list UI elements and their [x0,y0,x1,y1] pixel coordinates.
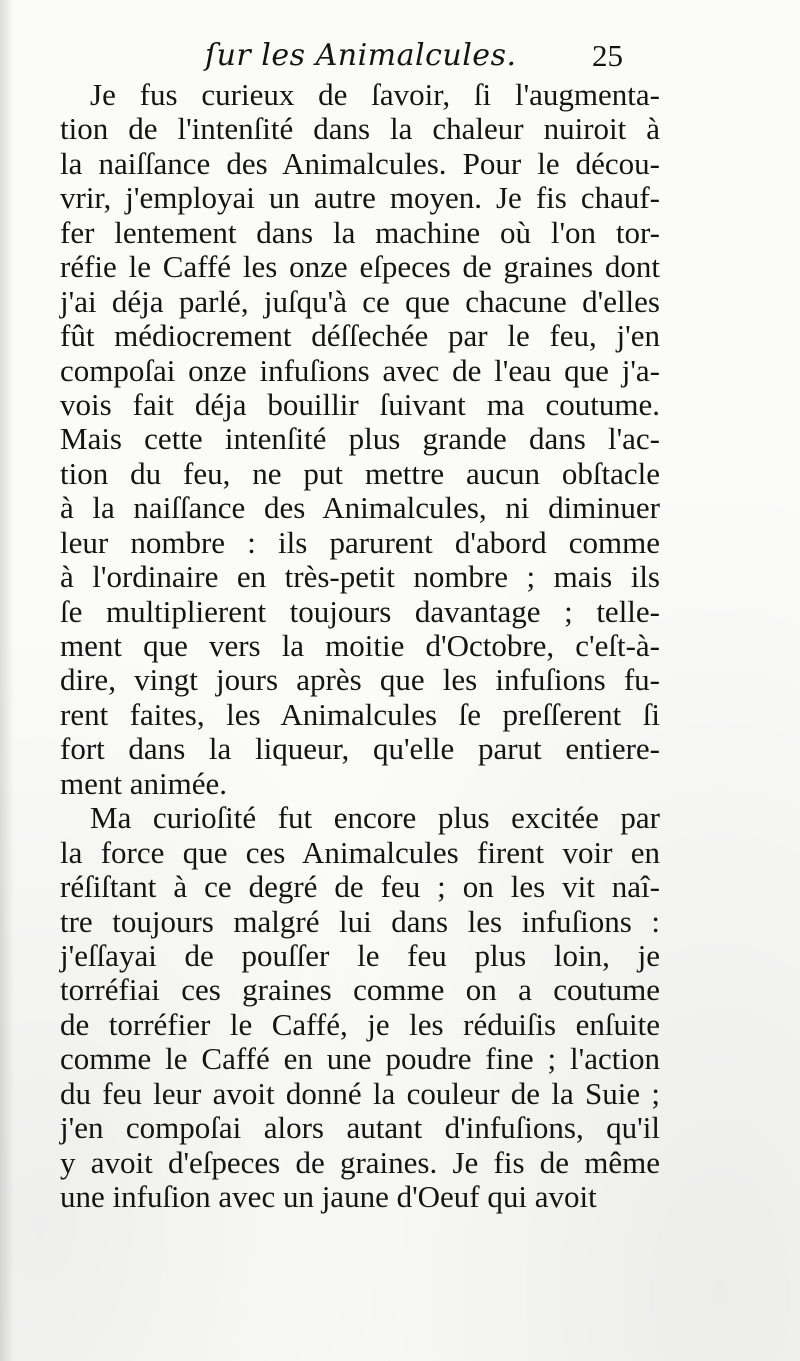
text-line: compoſai onze infuſions avec de l'eau que j'a- [60,352,660,388]
text-line: fer lentement dans la machine où l'on tor- [60,214,660,250]
text-line: ment animée. [60,765,227,801]
text-line: réfie le Caffé les onze eſpeces de graines dont [60,249,660,285]
page-fold-shadow [0,0,14,1361]
text-line: à la naiſſance des Animalcules, ni diminuer [60,490,660,526]
text-line: une infuſion avec un jaune d'Oeuf qui avoit [60,1179,597,1214]
paragraph [60,801,660,1214]
text-line: y avoit d'eſpeces de graines. Je fis de même [60,1144,660,1180]
text-line: vrir, j'employai un autre moyen. Je fis chauf- [60,180,660,216]
text-line: tion du feu, ne put mettre aucun obſtacle [60,455,660,491]
text-line: j'eſſayai de pouſſer le feu plus loin, je [60,937,660,973]
text-line: la naiſſance des Animalcules. Pour le décou- [60,145,660,181]
page-number: 25 [592,38,623,73]
text-line: fort dans la liqueur, qu'elle parut entiere- [60,731,660,767]
text-line: vois fait déja bouillir ſuivant ma coutume. [60,386,660,422]
text-line: la force que ces Animalcules firent voir en [60,834,660,870]
text-line: leur nombre : ils parurent d'abord comme [60,524,660,560]
text-line: du feu leur avoit donné la couleur de la Suie ; [60,1075,660,1111]
text-line: fût médiocrement déſſechée par le feu, j'en [60,318,660,354]
text-line: j'ai déja parlé, juſqu'à ce que chacune d'elles [60,283,660,319]
paragraph [60,78,660,801]
text-line: à l'ordinaire en très-petit nombre ; mais ils [60,559,660,595]
text-line: rent faites, les Animalcules ſe preſſerent ſi [60,696,660,732]
running-title: ſur les Animalcules. [205,38,517,73]
text-line: ment que vers la moitie d'Octobre, c'eſt-à- [60,628,660,663]
paragraph-container [60,78,660,1214]
text-line: torréfiai ces graines comme on a coutume [60,972,660,1008]
text-line: Ma curioſité fut encore plus excitée par [90,800,660,836]
text-line: j'en compoſai alors autant d'infuſions, qu'il [60,1110,660,1146]
page-header [0,34,800,80]
body-text [60,78,660,1214]
text-line: tion de l'intenſité dans la chaleur nuiroit à [60,111,660,147]
text-line: ſe multiplierent toujours davantage ; telle- [60,593,660,629]
text-line: de torréfier le Caffé, je les réduiſis enſuite [60,1006,660,1042]
text-line: dire, vingt jours après que les infuſions fu- [60,662,660,698]
text-line: comme le Caffé en une poudre fine ; l'action [60,1041,660,1077]
text-line: réſiſtant à ce degré de feu ; on les vit naî- [60,869,660,905]
text-line: Je fus curieux de ſavoir, ſi l'augmenta- [90,77,660,112]
text-line: Mais cette intenſité plus grande dans l'ac- [60,421,660,457]
text-line: tre toujours malgré lui dans les infuſions : [60,903,660,939]
